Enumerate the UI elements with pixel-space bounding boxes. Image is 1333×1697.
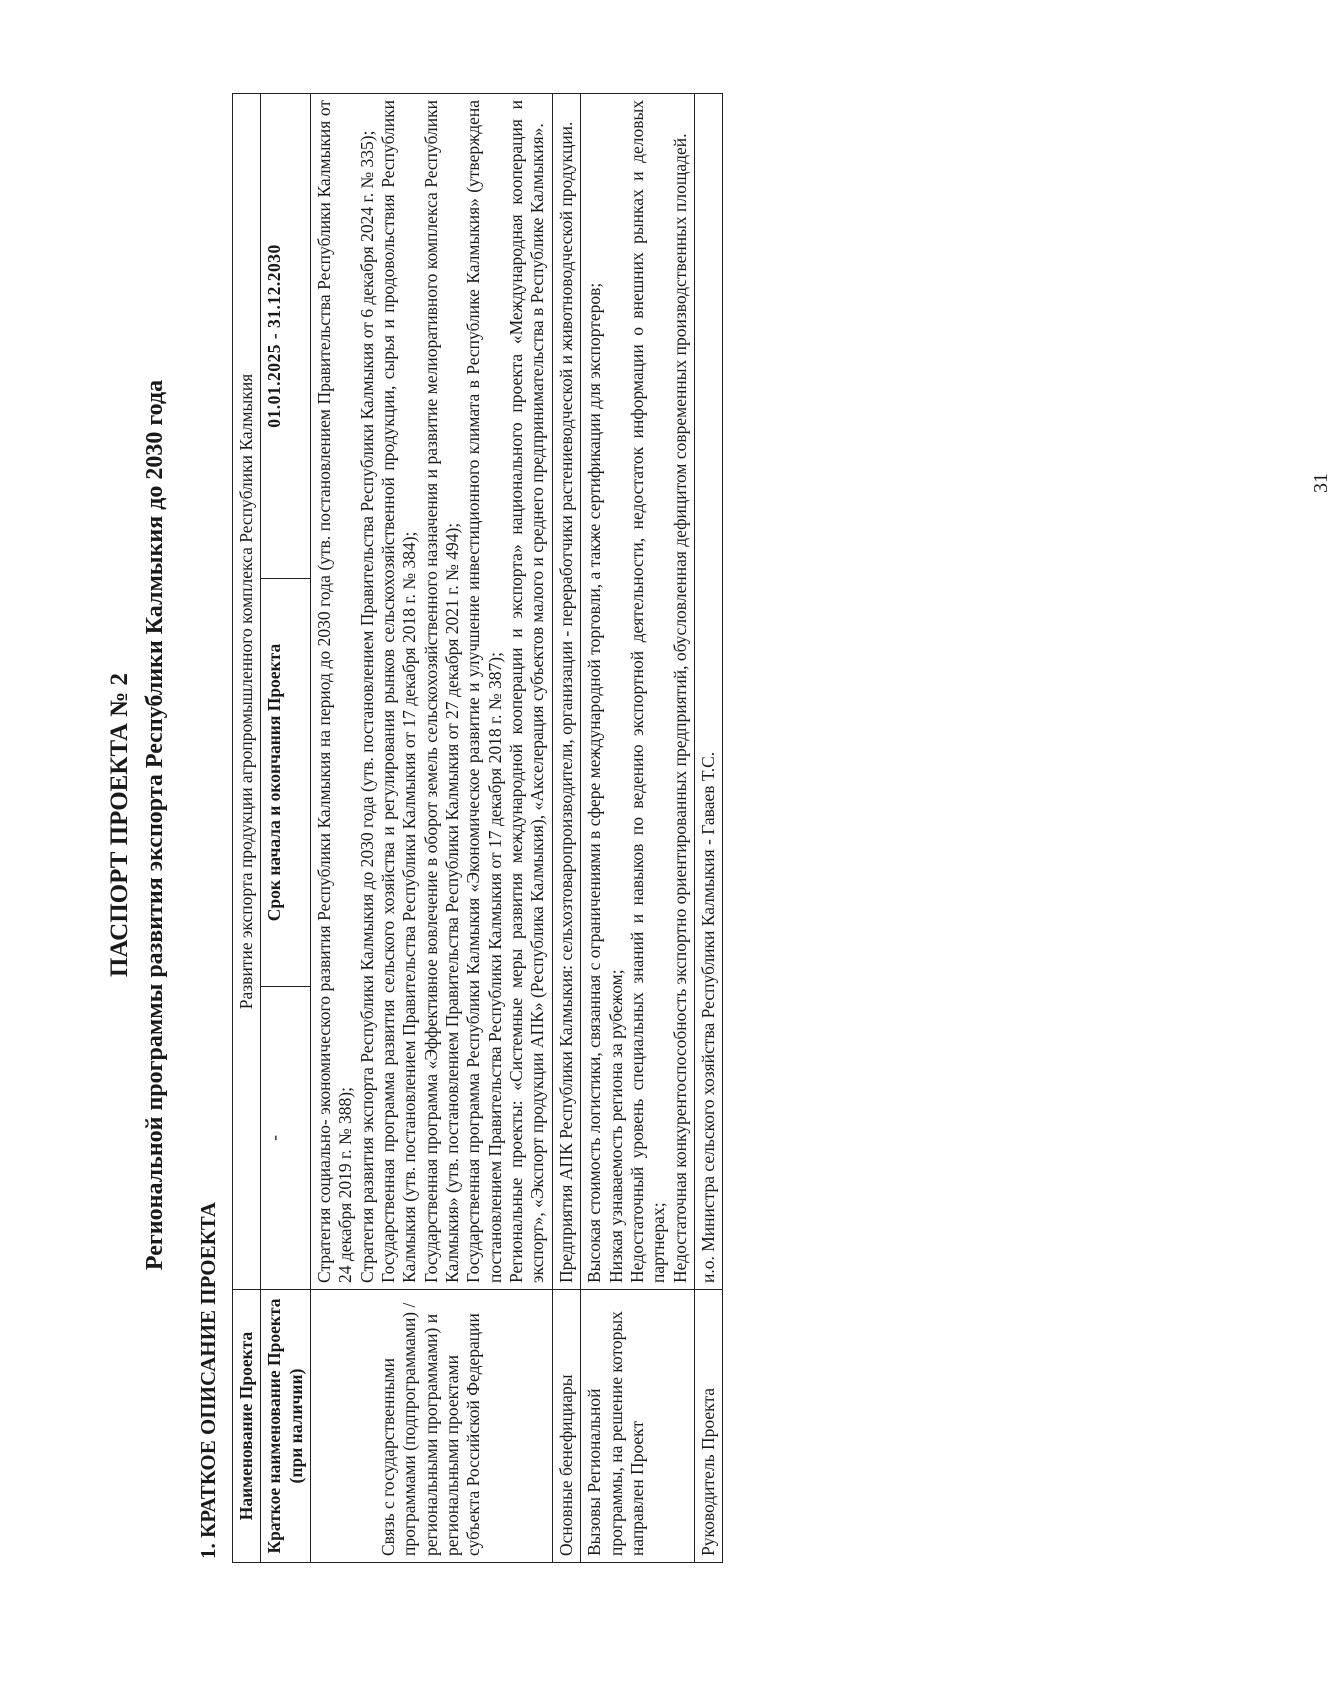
challenge-item: Недостаточная конкурентоспособность экспортно ориентированных предприятий, обусловленная дефицитом современных производственных площадей. bbox=[669, 133, 690, 1283]
section-heading: 1. КРАТКОЕ ОПИСАНИЕ ПРОЕКТА bbox=[196, 1202, 220, 1559]
passport-title: ПАСПОРТ ПРОЕКТА № 2 bbox=[106, 672, 133, 978]
page-number: 31 bbox=[1310, 473, 1332, 493]
short-name-label: Краткое наименование Проекта (при наличии) bbox=[261, 1290, 311, 1563]
links-label: Связь с государственными программами (подпрограммами) / региональными программами) и региональными проектами субъекта Российской Федерации bbox=[311, 1290, 553, 1563]
beneficiaries-label: Основные бенефициары bbox=[552, 1290, 580, 1563]
links-item: Государственная программа «Эффективное вовлечение в оборот земель сельскохозяйственного назначения и развитие мелиоративного комплекса Республики Калмыкия» (утв. постановлением Правительства Республики Калмыкия от 27 декабря 2021 г. № 494); bbox=[420, 100, 463, 1283]
leader-value: и.о. Министра сельского хозяйства Республики Калмыкия - Гаваев Т.С. bbox=[694, 94, 722, 1290]
challenge-item: Низкая узнаваемость региона за рубежом; bbox=[605, 969, 626, 1283]
passport-table bbox=[232, 93, 723, 1563]
leader-label: Руководитель Проекта bbox=[694, 1290, 722, 1563]
challenges-label: Вызовы Региональной программы, на решение которых направлен Проект bbox=[581, 1290, 695, 1563]
links-item: Региональные проекты: «Системные меры развития международной кооперации и экспорта» национального проекта «Международная кооперация и экспорт», «Экспорт продукции АПК» (Республика Калмыкия), «Акселерация субъектов малого и среднего предпринимательства в Республике Калмыкия». bbox=[506, 100, 548, 1283]
table-row-beneficiaries bbox=[552, 94, 580, 1563]
links-item: Стратегия социально- экономического развития Республики Калмыкия на период до 2030 года (утв. постановлением Правительства Республики Калмыкия от 24 декабря 2019 г. № 388); bbox=[314, 100, 356, 1283]
period-dates: 01.01.2025 - 31.12.2030 bbox=[264, 244, 285, 428]
program-title: Региональной программы развития экспорта Республики Калмыкия до 2030 года bbox=[142, 379, 168, 1271]
beneficiaries-value: Предприятия АПК Республики Калмыкия: сельхозтоваропроизводители, организации - переработчики растениеводческой и животноводческой продукции. bbox=[552, 94, 580, 1290]
challenge-item: Недостаточный уровень специальных знаний и навыков по ведению экспортной деятельности, недостаток информации о внешних рынках и деловых партнерах; bbox=[626, 100, 669, 1283]
table-row-challenges bbox=[581, 94, 695, 1563]
challenges-value bbox=[581, 94, 695, 1290]
links-item: Государственная программа Республики Калмыкия «Экономическое развитие и улучшение инвестиционного климата в Республике Калмыкия» (утверждена постановлением Правительства Республики Калмыкия от 17 декабря 2018 г. № 387); bbox=[463, 100, 505, 1283]
table-row-links bbox=[311, 94, 553, 1563]
links-value bbox=[311, 94, 553, 1290]
table-row-short-name bbox=[261, 94, 311, 1563]
name-value: Развитие экспорта продукции агропромышленного комплекса Республики Калмыкия bbox=[233, 94, 261, 1290]
table-row-leader bbox=[694, 94, 722, 1563]
links-item: Государственная программа развития сельского хозяйства и регулирования рынков сельскохозяйственной продукции, сырья и продовольствия Республики Калмыкия (утв. постановлением Правительства Республики Калмыкия от 17 декабря 2018 г. № 384); bbox=[378, 100, 420, 1283]
period-label: Срок начала и окончания Проекта bbox=[261, 579, 311, 987]
table-row-name bbox=[233, 94, 261, 1563]
page-content bbox=[100, 85, 1332, 1565]
short-name-value: - bbox=[261, 987, 311, 1290]
period-value bbox=[261, 94, 311, 579]
links-item: Стратегия развития экспорта Республики Калмыкия до 2030 года (утв. постановлением Правительства Республики Калмыкия от 6 декабря 2024 г. № 335); bbox=[356, 130, 377, 1283]
name-label: Наименование Проекта bbox=[233, 1290, 261, 1563]
challenge-item: Высокая стоимость логистики, связанная с ограничениями в сфере международной торговли, а также сертификации для экспортеров; bbox=[584, 282, 605, 1283]
